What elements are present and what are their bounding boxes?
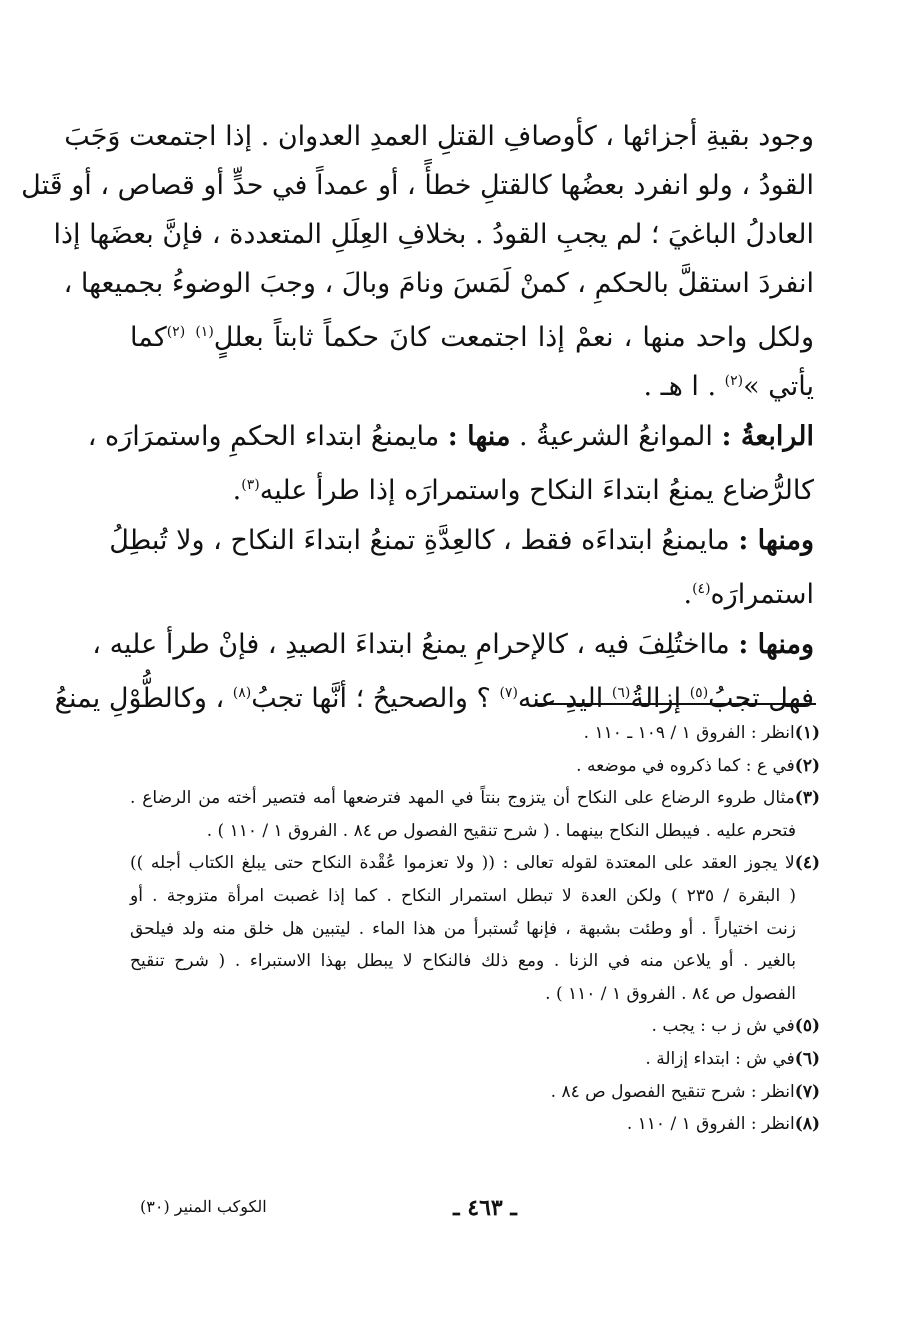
footnote-ref: (١) xyxy=(195,324,214,340)
footnote-ref: (٥) xyxy=(689,685,709,701)
text-line: ومنها : مايمنعُ ابتداءَه فقط ، كالعِدَّةِ تمنعُ ابتداءَ النكاح ، ولا تُبطِلُ xyxy=(109,525,814,556)
main-text xyxy=(21,112,814,718)
footnote-ref: (٤) xyxy=(692,581,711,597)
footnote-continuation: ( البقرة / ٢٣٥ ) ولكن العدة لا تبطل استمرار النكاح . كما إذا غصبت امرأة متزوجة . أو xyxy=(130,885,796,906)
footnote-ref: (٣) xyxy=(241,477,260,493)
text-line: انفردَ استقلَّ بالحكمِ ، كمنْ لَمَسَ ونامَ وبالَ ، وجبَ الوضوءُ بجميعها ، xyxy=(63,268,814,299)
text-line: كالرُّضاع يمنعُ ابتداءَ النكاح واستمرارَه إذا طرأ عليه$^{(٣)}$. xyxy=(232,475,814,506)
text-line: يأتي »$^{(٢)}$ . ا هـ . xyxy=(643,371,814,402)
heading-label: ومنها : xyxy=(738,525,814,556)
footnote-ref: (٢) xyxy=(724,373,744,389)
heading-label: منها : xyxy=(447,421,511,452)
footnote-continuation: بالغير . أو يلاعن منه في الزنا . ومع ذلك فالنكاح لا يبطل بهذا الاستبراء . ( شرح تنقيح xyxy=(130,951,796,972)
footnote-ref: (٨) xyxy=(232,685,252,701)
heading-label: الرابعةُ : xyxy=(721,421,814,452)
footnote: (٢)في ع : كما ذكروه في موضعه . xyxy=(576,755,820,776)
text-line: ولكل واحد منها ، نعمْ إذا اجتمعت كانَ حكماً ثابتاً بعللٍ$^{(١)}$ $^{(٢)}$كما xyxy=(130,322,814,353)
footnote-ref: (٦) xyxy=(611,685,631,701)
footnote: (٣)مثال طروء الرضاع على النكاح أن يتزوج بنتاً في المهد فترضعها أمه فتصير أخته من الرضاع . xyxy=(130,788,820,809)
footnote-separator xyxy=(535,703,816,705)
text-line: الرابعةُ : الموانعُ الشرعيةُ . منها : مايمنعُ ابتداء الحكمِ واستمرَارَه ، xyxy=(87,421,814,452)
footnote-continuation: الفصول ص ٨٤ . الفروق ١ / ١١٠ ) . xyxy=(545,983,796,1004)
text-line: وجود بقيةِ أجزائها ، كأوصافِ القتلِ العمدِ العدوان . إذا اجتمعت وَجَبَ xyxy=(64,121,814,152)
text-line: العادلُ الباغيَ ؛ لم يجبِ القودُ . بخلافِ العِلَلِ المتعددة ، فإنَّ بعضَها إذا xyxy=(53,219,814,250)
text-line: القودُ ، ولو انفرد بعضُها كالقتلِ خطأً ، أو عمداً في حدٍّ أو قصاص ، أو قَتل xyxy=(21,170,814,201)
footnote: (٨)انظر : الفروق ١ / ١١٠ . xyxy=(626,1114,820,1135)
book-title-footer: الكوكب المنير (٣٠) xyxy=(140,1197,267,1216)
footnote: (١)انظر : الفروق ١ / ١٠٩ ـ ١١٠ . xyxy=(583,723,820,743)
footnote: (٧)انظر : شرح تنقيح الفصول ص ٨٤ . xyxy=(550,1081,820,1102)
footnote: (٥)في ش ز ب : يجب . xyxy=(651,1016,820,1037)
footnote-ref: (٢) xyxy=(166,324,186,340)
footnote: (٤)لا يجوز العقد على المعتدة لقوله تعالى : (( ولا تعزموا عُقْدة النكاح حتى يبلغ الكتاب أجله )) xyxy=(130,853,820,874)
text-line: فهل تجبُ$^{(٥)}$ إزالةُ$^{(٦)}$ اليدِ عنه$^{(٧)}$ ؟ والصحيحُ ؛ أنَّها تجبُ$^{(٨)}$ ، وكالطُّوْلِ يمنعُ xyxy=(54,683,814,714)
footnote: (٦)في ش : ابتداء إزالة . xyxy=(645,1048,820,1069)
text-line: ومنها : مااختُلِفَ فيه ، كالإحرامِ يمنعُ ابتداءَ الصيدِ ، فإنْ طرأ عليه ، xyxy=(92,629,814,660)
footnote-continuation: زنت اختياراً . أو وطئت بشبهة ، فإنها تُستبرأ من هذا الماء . ليتبين هل خلق منه ولد فيلحق xyxy=(130,918,796,939)
heading-label: ومنها : xyxy=(738,629,814,660)
page-number: ـ ٤٦٣ ـ xyxy=(453,1195,517,1221)
text-line: استمرارَه$^{(٤)}$. xyxy=(683,579,814,610)
footnote-continuation: فتحرم عليه . فيبطل النكاح بينهما . ( شرح تنقيح الفصول ص ٨٤ . الفروق ١ / ١١٠ ) . xyxy=(206,820,796,841)
footnote-ref: (٧) xyxy=(499,685,518,701)
footnotes xyxy=(130,717,820,1141)
